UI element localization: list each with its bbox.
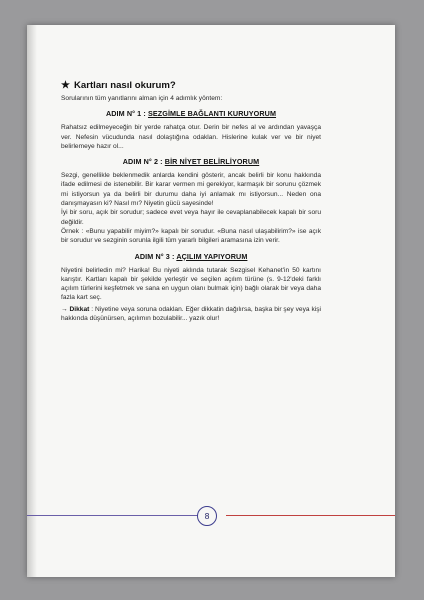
dikkat-label: Dikkat [69, 305, 90, 313]
star-icon: ★ [61, 80, 70, 91]
step-2-title [61, 157, 321, 166]
step-1-name: SEZGİMLE BAĞLANTI KURUYORUM [147, 109, 277, 119]
dikkat-text: : Niyetine veya soruna odaklan. Eğer dikkatin dağılırsa, başka bir şey veya kişi hakkında düşünürsen, açılımın bozulabilir... yazık olur! [61, 305, 321, 323]
intro-text: Sorularının tüm yanıtlarını alman için 4 adımlık yöntem: [61, 95, 223, 102]
book-spine-shadow [27, 25, 37, 577]
step-2-name: BİR NİYET BELİRLİYORUM [164, 157, 260, 167]
step-1-label: ADIM N° 1 : [105, 109, 148, 119]
step-3-label: ADIM N° 3 : [134, 251, 177, 261]
page-number: 8 [197, 506, 217, 526]
step-1-title [61, 109, 321, 118]
step-3-title [61, 252, 321, 261]
arrow-right-icon: → [61, 305, 68, 313]
step-2-label: ADIM N° 2 : [122, 157, 165, 167]
step-3-text: Niyetini belirledin mi? Harika! Bu niyeti aklında tutarak Sezgisel Kehanet'in 50 kartını karıştır. Kartları kapalı bir şekilde yerleştir ve seçilen açılım türüne (s. 9-12'deki farklı açılım türlerini keşfetmek ve sana en uygun olanı bulmak için) bağlı olarak bir veya daha fazla kart seç. [61, 266, 321, 302]
step-2-text-3: Örnek : «Bunu yapabilir miyim?» kapalı bir sorudur. «Buna nasıl ulaşabilirim?» ise açık bir sorudur ve sezginin sorunla ilgili tüm yararlı bilgileri aramasına izin verir. [61, 227, 321, 245]
step-3-name: AÇILIM YAPIYORUM [176, 251, 248, 261]
footer-rule-left [27, 515, 206, 516]
step-2-text-2: İyi bir soru, açık bir sorudur; sadece evet veya hayır ile cevaplanabilecek kapalı bir soru değildir. [61, 209, 321, 226]
step-2-text-1: Sezgi, genellikle beklenmedik anlarda kendini gösterir, ancak belirli bir konu hakkında ifade edilmesi de istenebilir. Bir karar vermen mi gerekiyor, karmaşık bir sorunu çözmek mi istiyorsun ya da belirli bir durumu daha iyi anlamak mı istiyorsun... Neden ona danışmayasın ki? Nasıl mı? Niyetin gücü sayesinde! [61, 172, 321, 208]
footer-rule-right [226, 515, 395, 516]
section-heading [61, 80, 321, 91]
heading-text: Kartları nasıl okurum? [73, 80, 176, 91]
page-content [61, 80, 321, 323]
dikkat-note [61, 305, 321, 324]
step-1-text: Rahatsız edilmeyeceğin bir yerde rahatça otur. Derin bir nefes al ve ardından yavaşça ver. Nefesin vücudunda nasıl dolaştığına odaklan. Hislerine kulak ver ve bir niyet belirlemeye hazır ol... [61, 124, 321, 150]
